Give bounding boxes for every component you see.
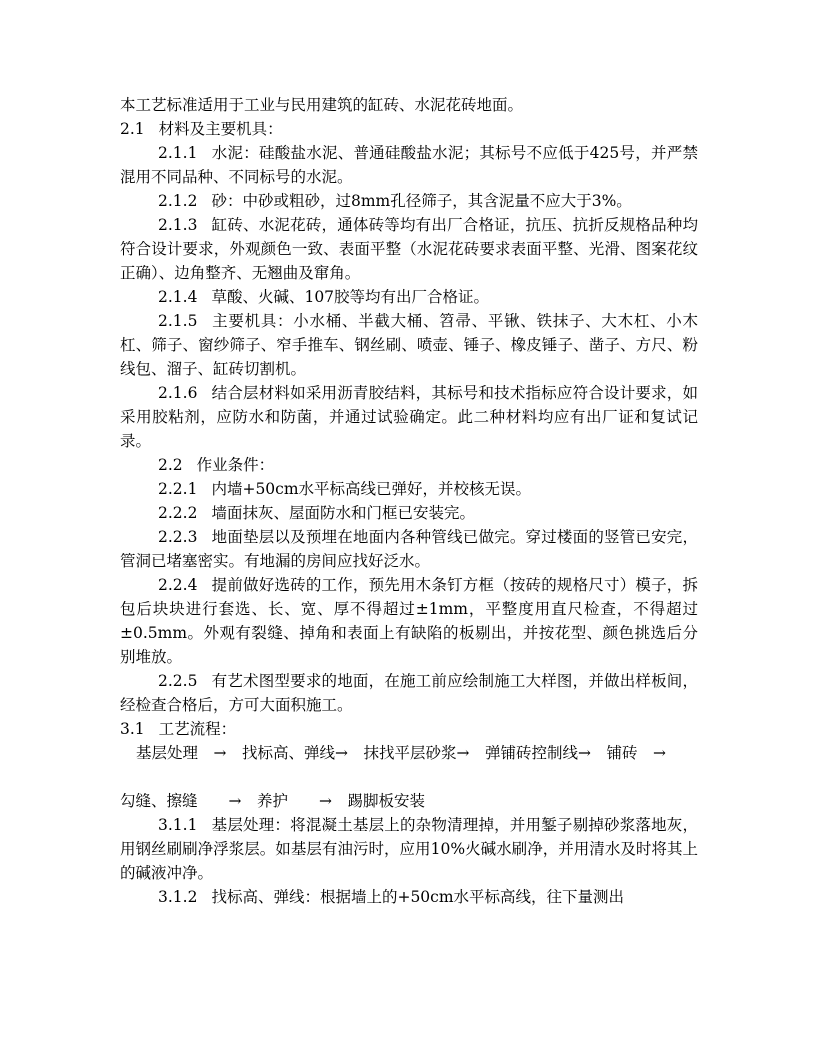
item-number: 2.2.5: [158, 672, 198, 690]
section-heading-2-2: [120, 453, 698, 477]
item-text: 地面垫层以及预埋在地面内各种管线已做完。穿过楼面的竖管已安完，管洞已堵塞密实。有地漏的房间应找好泛水。: [120, 528, 698, 570]
process-flow-line-1: 基层处理 → 找标高、弹线→ 抹找平层砂浆→ 弹铺砖控制线→ 铺砖 →: [136, 744, 666, 762]
item-text: 内墙+50cm水平标高线已弹好，并校核无误。: [211, 480, 532, 498]
item-2-1-1: [120, 141, 698, 189]
item-number: 2.1.6: [158, 384, 198, 402]
item-text: 水泥：硅酸盐水泥、普通硅酸盐水泥；其标号不应低于425号，并严禁混用不同品种、不同标号的水泥。: [120, 144, 698, 186]
item-2-2-2: [120, 501, 698, 525]
item-number: 3.1.1: [158, 816, 198, 834]
item-2-2-3: [120, 525, 698, 573]
document-body: [120, 93, 698, 909]
item-2-2-4: [120, 573, 698, 669]
item-number: 3.1.2: [158, 888, 198, 906]
item-2-1-4: [120, 285, 698, 309]
item-number: 2.1.1: [158, 144, 198, 162]
item-3-1-1: [120, 813, 698, 885]
item-2-2-1: [120, 477, 698, 501]
item-text: 草酸、火碱、107胶等均有出厂合格证。: [211, 288, 490, 306]
item-text: 有艺术图型要求的地面，在施工前应绘制施工大样图，并做出样板间，经检查合格后，方可大面积施工。: [120, 672, 698, 714]
item-text: 找标高、弹线：根据墙上的+50cm水平标高线，往下量测出: [211, 888, 625, 906]
section-number: 2.1: [120, 120, 145, 138]
item-number: 2.2.1: [158, 480, 198, 498]
item-number: 2.2.2: [158, 504, 198, 522]
item-text: 主要机具：小水桶、半截大桶、笤帚、平锹、铁抹子、大木杠、小木杠、筛子、窗纱筛子、窄手推车、钢丝刷、喷壶、锤子、橡皮锤子、凿子、方尺、粉线包、溜子、缸砖切割机。: [120, 312, 698, 378]
section-title: 材料及主要机具：: [158, 120, 283, 138]
item-3-1-2: [120, 885, 698, 909]
item-number: 2.2.4: [158, 576, 198, 594]
item-text: 缸砖、水泥花砖，通体砖等均有出厂合格证，抗压、抗折反规格品种均符合设计要求，外观颜色一致、表面平整（水泥花砖要求表面平整、光滑、图案花纹正确）、边角整齐、无翘曲及窜角。: [120, 216, 698, 282]
item-text: 墙面抹灰、屋面防水和门框已安装完。: [211, 504, 475, 522]
blank-line: [120, 765, 698, 789]
item-number: 2.1.4: [158, 288, 198, 306]
process-flow-line-2: 勾缝、擦缝 → 养护 → 踢脚板安装: [120, 792, 425, 810]
item-2-1-2: [120, 189, 698, 213]
item-number: 2.1.3: [158, 216, 198, 234]
item-number: 2.2.3: [158, 528, 198, 546]
item-text: 结合层材料如采用沥青胶结料，其标号和技术指标应符合设计要求，如采用胶粘剂，应防水和防菌，并通过试验确定。此二种材料均应有出厂证和复试记录。: [120, 384, 698, 450]
item-number: 2.1.2: [158, 192, 198, 210]
item-2-1-3: [120, 213, 698, 285]
item-2-2-5: [120, 669, 698, 717]
item-2-1-6: [120, 381, 698, 453]
item-text: 基层处理：将混凝土基层上的杂物清理掉，并用錾子剔掉砂浆落地灰，用钢丝刷刷净浮浆层。如基层有油污时，应用10%火碱水刷净，并用清水及时将其上的碱液冲净。: [120, 816, 698, 882]
intro-paragraph: 本工艺标准适用于工业与民用建筑的缸砖、水泥花砖地面。: [120, 96, 524, 114]
item-text: 砂：中砂或粗砂，过8mm孔径筛子，其含泥量不应大于3%。: [211, 192, 632, 210]
section-title: 工艺流程：: [158, 720, 237, 738]
item-2-1-5: [120, 309, 698, 381]
item-text: 提前做好选砖的工作，预先用木条钉方框（按砖的规格尺寸）模子，拆包后块块进行套选、长、宽、厚不得超过±1mm，平整度用直尺检查，不得超过±0.5mm。外观有裂缝、掉角和表面上有缺陷的板剔出，并按花型、颜色挑选后分别堆放。: [120, 576, 698, 666]
section-number: 2.2: [158, 456, 183, 474]
section-number: 3.1: [120, 720, 145, 738]
item-number: 2.1.5: [158, 312, 198, 330]
section-heading-3-1: [120, 717, 698, 741]
section-heading-2-1: [120, 117, 698, 141]
section-title: 作业条件：: [196, 456, 275, 474]
